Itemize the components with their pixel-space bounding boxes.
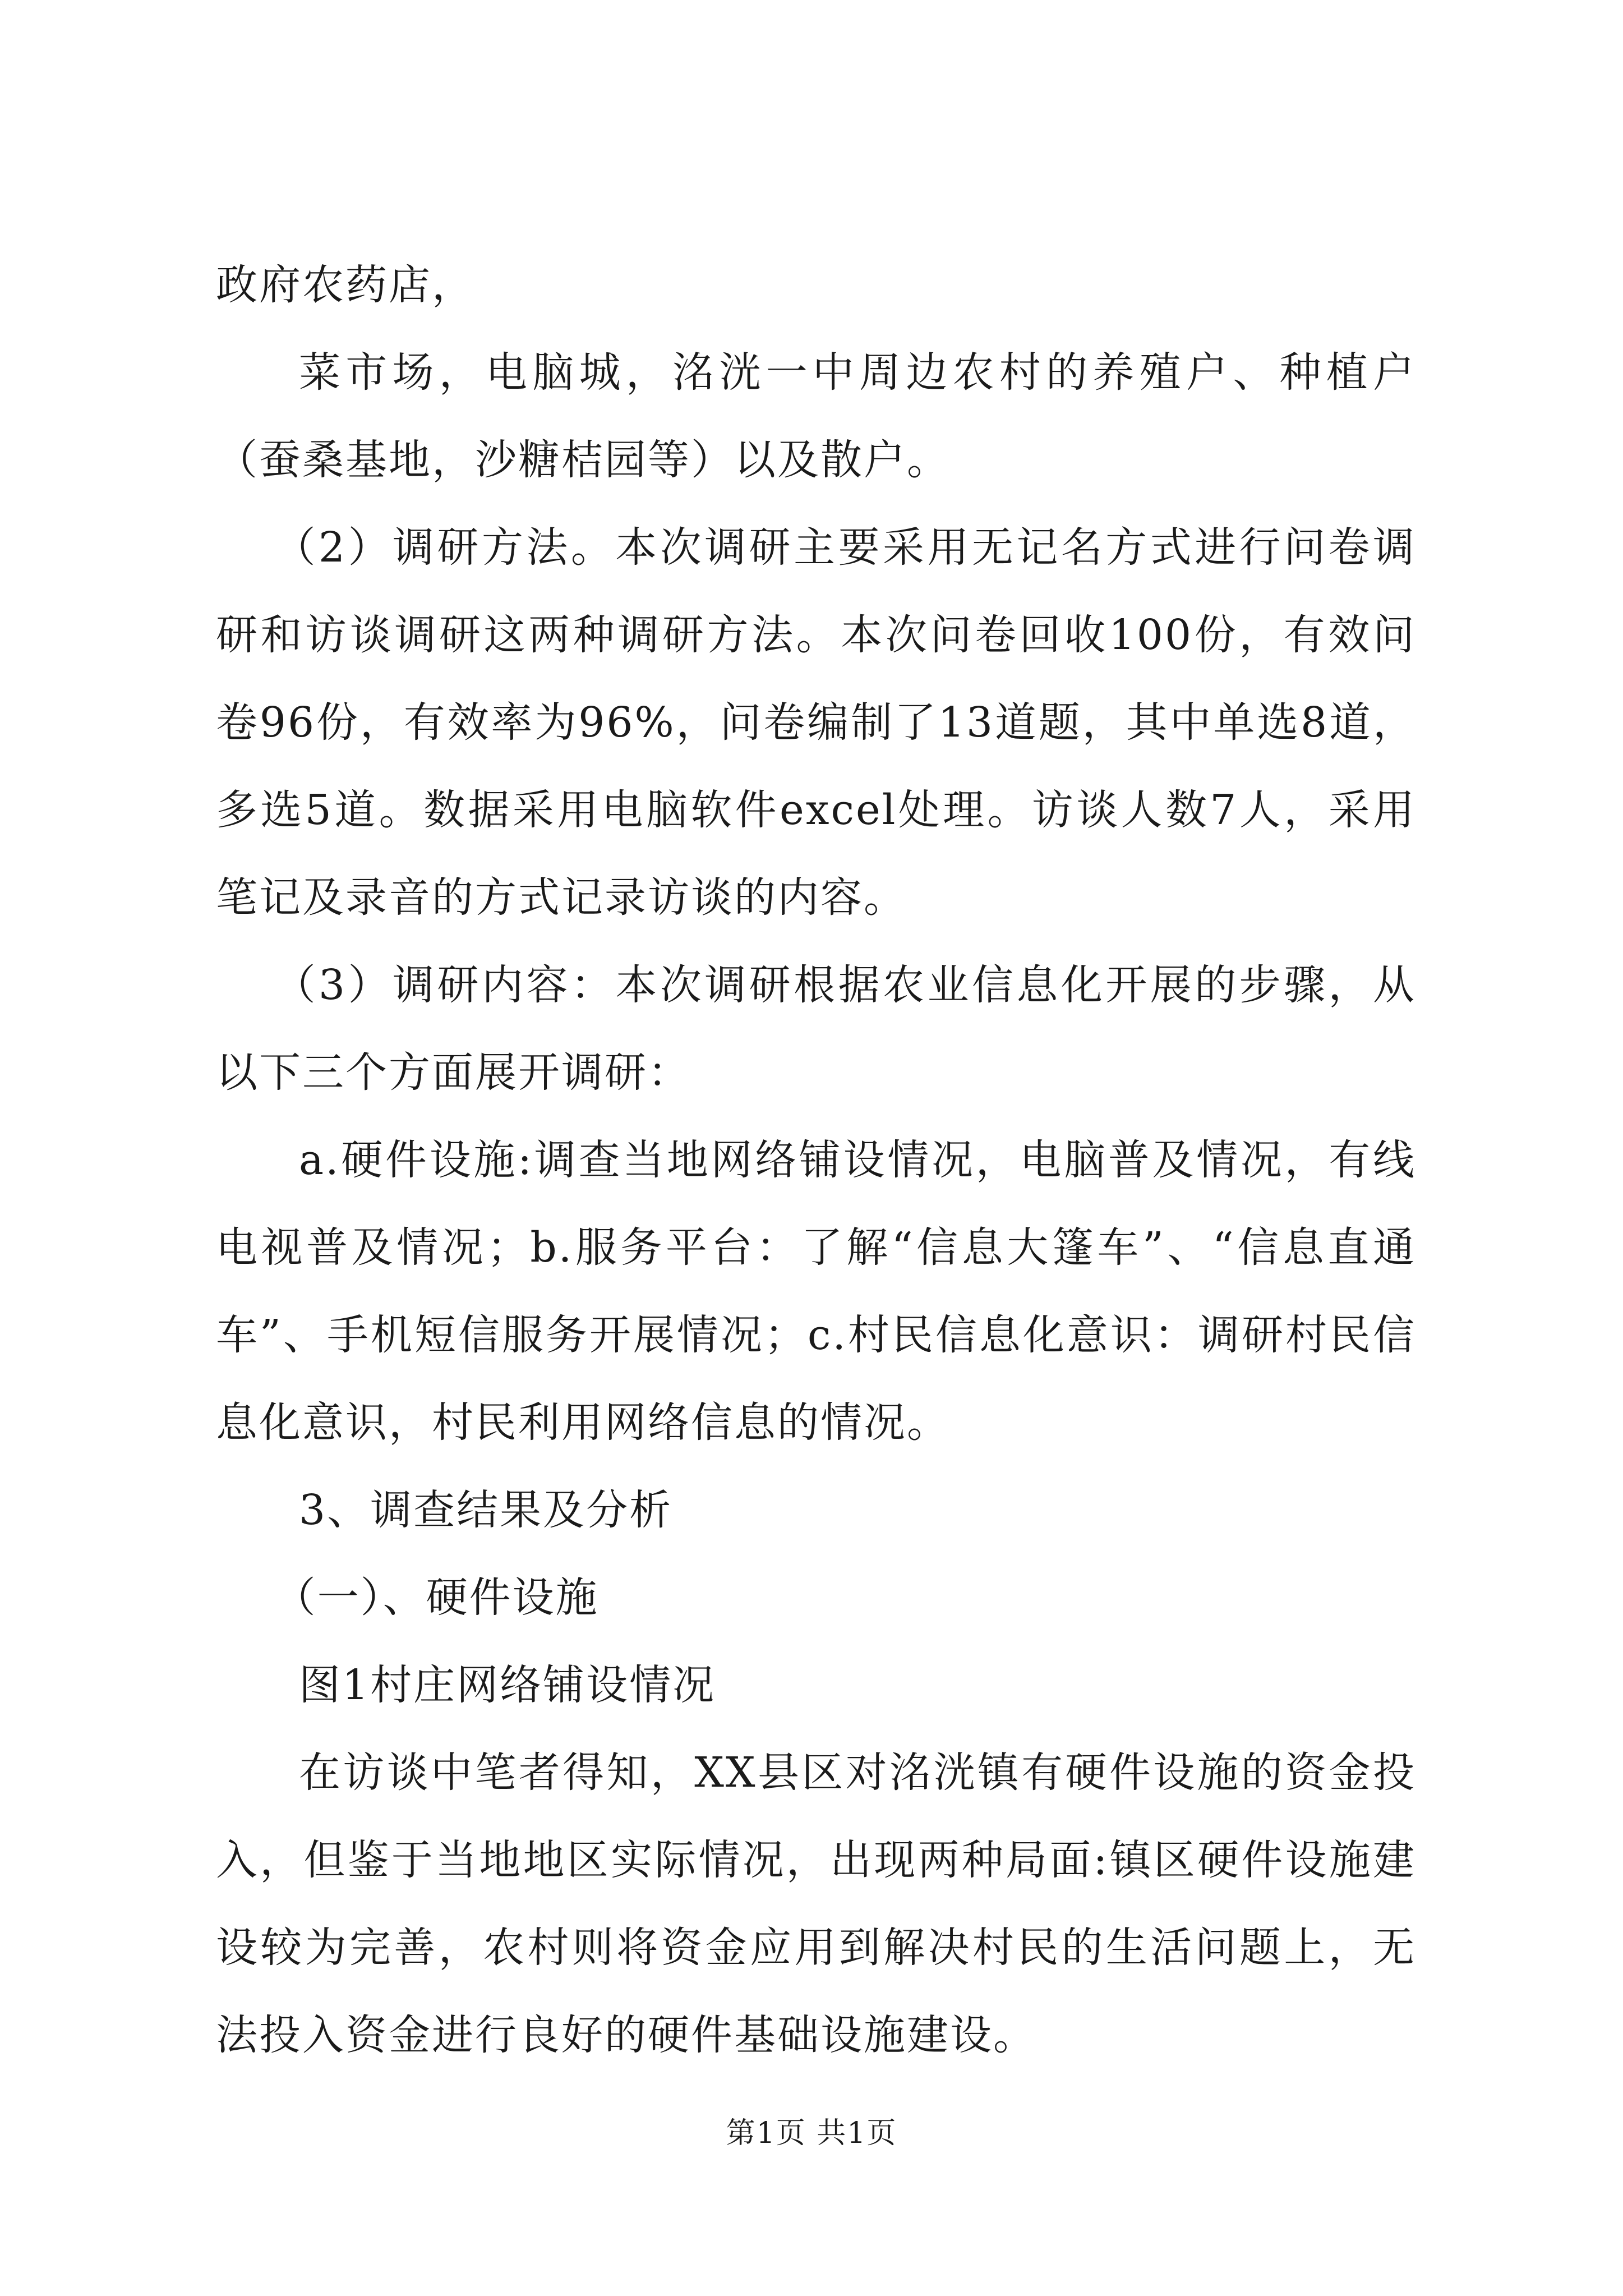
- figure-caption: 图1村庄网络铺设情况: [299, 1661, 716, 1709]
- document-body: [216, 241, 1416, 2079]
- paragraph-shop-list-start: 政府农药店，: [216, 261, 475, 309]
- paragraph-interview-findings: 在访谈中笔者得知，XX县区对洺洸镇有硬件设施的资金投入，但鉴于当地地区实际情况，出现两种局面:镇区硬件设施建设较为完善，农村则将资金应用到解决村民的生活问题上，无法投入资金进行良好的硬件基础设施建设。: [216, 1749, 1416, 2059]
- paragraph-survey-content: （3）调研内容：本次调研根据农业信息化开展的步骤，从以下三个方面展开调研：: [216, 961, 1416, 1097]
- page-footer: 第1页 共1页: [726, 2116, 897, 2150]
- paragraph-survey-aspects: a.硬件设施:调查当地网络铺设情况，电脑普及情况，有线电视普及情况；b.服务平台：了解“信息大篷车”、“信息直通车”、手机短信服务开展情况；c.村民信息化意识：调研村民信息化意识，村民利用网络信息的情况。: [216, 1136, 1416, 1447]
- paragraph-survey-targets: 菜市场，电脑城，洺洸一中周边农村的养殖户、种植户（蚕桑基地，沙糖桔园等）以及散户。: [216, 348, 1416, 484]
- paragraph-survey-method: （2）调研方法。本次调研主要采用无记名方式进行问卷调研和访谈调研这两种调研方法。本次问卷回收100份，有效问卷96份，有效率为96%，问卷编制了13道题，其中单选8道，多选5道。数据采用电脑软件excel处理。访谈人数7人，采用笔记及录音的方式记录访谈的内容。: [216, 523, 1416, 922]
- subsection-heading-hardware: （一）、硬件设施: [274, 1573, 599, 1622]
- section-heading-results: 3、调查结果及分析: [299, 1486, 673, 1534]
